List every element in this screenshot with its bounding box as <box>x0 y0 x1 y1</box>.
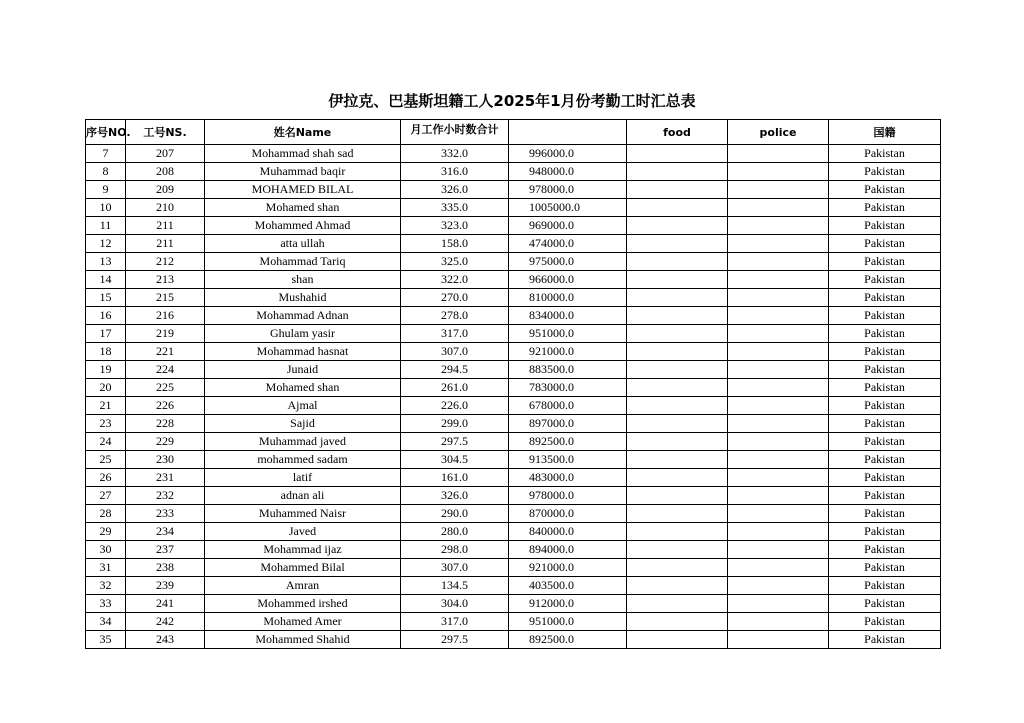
cell-nationality: Pakistan <box>829 307 941 325</box>
cell-nationality: Pakistan <box>829 559 941 577</box>
cell-police <box>728 487 829 505</box>
cell-name: Mohammad Adnan <box>205 307 401 325</box>
table-header-row <box>86 120 941 145</box>
table-row <box>86 595 941 613</box>
cell-nationality: Pakistan <box>829 325 941 343</box>
cell-ns: 207 <box>126 145 205 163</box>
cell-police <box>728 379 829 397</box>
cell-no: 8 <box>86 163 126 181</box>
cell-name: Junaid <box>205 361 401 379</box>
cell-food <box>627 181 728 199</box>
cell-no: 20 <box>86 379 126 397</box>
cell-name: Mohammed Bilal <box>205 559 401 577</box>
header-nationality: 国籍 <box>829 120 941 145</box>
table-row <box>86 613 941 631</box>
cell-nationality: Pakistan <box>829 145 941 163</box>
cell-ns: 208 <box>126 163 205 181</box>
cell-amount: 921000.0 <box>509 559 627 577</box>
cell-nationality: Pakistan <box>829 379 941 397</box>
cell-food <box>627 343 728 361</box>
cell-amount: 951000.0 <box>509 325 627 343</box>
cell-amount: 892500.0 <box>509 433 627 451</box>
cell-nationality: Pakistan <box>829 433 941 451</box>
table-row <box>86 433 941 451</box>
table-row <box>86 451 941 469</box>
cell-no: 24 <box>86 433 126 451</box>
cell-nationality: Pakistan <box>829 181 941 199</box>
cell-nationality: Pakistan <box>829 199 941 217</box>
cell-no: 13 <box>86 253 126 271</box>
cell-police <box>728 595 829 613</box>
cell-hours: 161.0 <box>401 469 509 487</box>
cell-police <box>728 343 829 361</box>
cell-name: Mushahid <box>205 289 401 307</box>
cell-ns: 233 <box>126 505 205 523</box>
cell-name: latif <box>205 469 401 487</box>
cell-name: atta ullah <box>205 235 401 253</box>
cell-amount: 966000.0 <box>509 271 627 289</box>
cell-food <box>627 361 728 379</box>
cell-food <box>627 487 728 505</box>
cell-hours: 134.5 <box>401 577 509 595</box>
cell-police <box>728 559 829 577</box>
cell-nationality: Pakistan <box>829 541 941 559</box>
cell-ns: 216 <box>126 307 205 325</box>
cell-ns: 239 <box>126 577 205 595</box>
cell-name: adnan ali <box>205 487 401 505</box>
cell-nationality: Pakistan <box>829 163 941 181</box>
cell-amount: 921000.0 <box>509 343 627 361</box>
table-row <box>86 397 941 415</box>
cell-ns: 241 <box>126 595 205 613</box>
table-row <box>86 181 941 199</box>
cell-ns: 231 <box>126 469 205 487</box>
cell-no: 15 <box>86 289 126 307</box>
cell-amount: 951000.0 <box>509 613 627 631</box>
table-row <box>86 343 941 361</box>
cell-ns: 210 <box>126 199 205 217</box>
cell-hours: 317.0 <box>401 613 509 631</box>
cell-nationality: Pakistan <box>829 271 941 289</box>
cell-no: 28 <box>86 505 126 523</box>
cell-hours: 326.0 <box>401 487 509 505</box>
cell-name: Muhammad baqir <box>205 163 401 181</box>
cell-food <box>627 559 728 577</box>
cell-food <box>627 595 728 613</box>
cell-ns: 237 <box>126 541 205 559</box>
table-row <box>86 289 941 307</box>
cell-amount: 897000.0 <box>509 415 627 433</box>
cell-nationality: Pakistan <box>829 631 941 649</box>
header-hours: 月工作小时数合计 <box>401 120 509 145</box>
cell-police <box>728 451 829 469</box>
cell-nationality: Pakistan <box>829 487 941 505</box>
cell-amount: 783000.0 <box>509 379 627 397</box>
cell-nationality: Pakistan <box>829 397 941 415</box>
table-row <box>86 271 941 289</box>
cell-name: Mohammad shah sad <box>205 145 401 163</box>
table-row <box>86 199 941 217</box>
cell-name: mohammed sadam <box>205 451 401 469</box>
cell-name: Mohammad Tariq <box>205 253 401 271</box>
cell-nationality: Pakistan <box>829 595 941 613</box>
cell-food <box>627 469 728 487</box>
cell-ns: 234 <box>126 523 205 541</box>
cell-police <box>728 505 829 523</box>
cell-no: 26 <box>86 469 126 487</box>
header-amount <box>509 120 627 145</box>
cell-food <box>627 415 728 433</box>
cell-hours: 323.0 <box>401 217 509 235</box>
cell-food <box>627 325 728 343</box>
cell-police <box>728 181 829 199</box>
cell-food <box>627 541 728 559</box>
cell-amount: 678000.0 <box>509 397 627 415</box>
cell-police <box>728 163 829 181</box>
cell-ns: 224 <box>126 361 205 379</box>
cell-hours: 307.0 <box>401 559 509 577</box>
cell-hours: 326.0 <box>401 181 509 199</box>
table-row <box>86 487 941 505</box>
table-row <box>86 631 941 649</box>
cell-police <box>728 235 829 253</box>
cell-police <box>728 361 829 379</box>
cell-nationality: Pakistan <box>829 343 941 361</box>
cell-food <box>627 631 728 649</box>
cell-ns: 229 <box>126 433 205 451</box>
cell-police <box>728 271 829 289</box>
cell-amount: 996000.0 <box>509 145 627 163</box>
cell-food <box>627 235 728 253</box>
cell-hours: 294.5 <box>401 361 509 379</box>
cell-amount: 483000.0 <box>509 469 627 487</box>
cell-food <box>627 307 728 325</box>
cell-hours: 335.0 <box>401 199 509 217</box>
cell-no: 32 <box>86 577 126 595</box>
cell-nationality: Pakistan <box>829 289 941 307</box>
cell-ns: 219 <box>126 325 205 343</box>
cell-police <box>728 253 829 271</box>
cell-no: 14 <box>86 271 126 289</box>
cell-ns: 225 <box>126 379 205 397</box>
cell-police <box>728 199 829 217</box>
cell-no: 18 <box>86 343 126 361</box>
cell-nationality: Pakistan <box>829 361 941 379</box>
cell-police <box>728 613 829 631</box>
header-ns: 工号NS. <box>126 120 205 145</box>
cell-police <box>728 145 829 163</box>
cell-amount: 892500.0 <box>509 631 627 649</box>
header-police: police <box>728 120 829 145</box>
cell-police <box>728 631 829 649</box>
cell-nationality: Pakistan <box>829 451 941 469</box>
cell-food <box>627 451 728 469</box>
cell-hours: 299.0 <box>401 415 509 433</box>
cell-name: Mohamed shan <box>205 199 401 217</box>
cell-hours: 280.0 <box>401 523 509 541</box>
cell-amount: 975000.0 <box>509 253 627 271</box>
cell-ns: 209 <box>126 181 205 199</box>
header-no: 序号NO. <box>86 120 126 145</box>
cell-food <box>627 253 728 271</box>
cell-name: Amran <box>205 577 401 595</box>
cell-amount: 810000.0 <box>509 289 627 307</box>
cell-ns: 211 <box>126 217 205 235</box>
cell-police <box>728 523 829 541</box>
cell-hours: 317.0 <box>401 325 509 343</box>
cell-hours: 270.0 <box>401 289 509 307</box>
cell-nationality: Pakistan <box>829 523 941 541</box>
cell-hours: 297.5 <box>401 433 509 451</box>
cell-name: Sajid <box>205 415 401 433</box>
cell-name: Ghulam yasir <box>205 325 401 343</box>
header-food: food <box>627 120 728 145</box>
cell-hours: 298.0 <box>401 541 509 559</box>
cell-no: 29 <box>86 523 126 541</box>
cell-ns: 213 <box>126 271 205 289</box>
cell-hours: 316.0 <box>401 163 509 181</box>
cell-ns: 212 <box>126 253 205 271</box>
cell-ns: 215 <box>126 289 205 307</box>
table-row <box>86 163 941 181</box>
cell-ns: 221 <box>126 343 205 361</box>
cell-ns: 238 <box>126 559 205 577</box>
cell-no: 33 <box>86 595 126 613</box>
cell-food <box>627 505 728 523</box>
cell-food <box>627 163 728 181</box>
cell-ns: 211 <box>126 235 205 253</box>
cell-name: shan <box>205 271 401 289</box>
cell-hours: 304.0 <box>401 595 509 613</box>
cell-name: Mohamed Amer <box>205 613 401 631</box>
cell-food <box>627 433 728 451</box>
cell-nationality: Pakistan <box>829 505 941 523</box>
cell-no: 11 <box>86 217 126 235</box>
cell-no: 34 <box>86 613 126 631</box>
cell-name: Javed <box>205 523 401 541</box>
cell-amount: 883500.0 <box>509 361 627 379</box>
cell-no: 23 <box>86 415 126 433</box>
cell-hours: 278.0 <box>401 307 509 325</box>
cell-name: Muhammed Naisr <box>205 505 401 523</box>
cell-name: Ajmal <box>205 397 401 415</box>
table-row <box>86 415 941 433</box>
cell-hours: 304.5 <box>401 451 509 469</box>
cell-no: 30 <box>86 541 126 559</box>
table-row <box>86 523 941 541</box>
cell-name: Mohammad hasnat <box>205 343 401 361</box>
cell-nationality: Pakistan <box>829 415 941 433</box>
cell-name: Mohamed shan <box>205 379 401 397</box>
cell-food <box>627 397 728 415</box>
cell-no: 31 <box>86 559 126 577</box>
cell-police <box>728 415 829 433</box>
cell-amount: 870000.0 <box>509 505 627 523</box>
cell-hours: 290.0 <box>401 505 509 523</box>
table-row <box>86 361 941 379</box>
cell-food <box>627 217 728 235</box>
cell-amount: 834000.0 <box>509 307 627 325</box>
cell-no: 12 <box>86 235 126 253</box>
cell-ns: 230 <box>126 451 205 469</box>
cell-hours: 332.0 <box>401 145 509 163</box>
cell-police <box>728 217 829 235</box>
table-row <box>86 325 941 343</box>
cell-food <box>627 271 728 289</box>
table-row <box>86 505 941 523</box>
cell-no: 9 <box>86 181 126 199</box>
table-body <box>86 145 941 649</box>
cell-name: Muhammad javed <box>205 433 401 451</box>
cell-hours: 261.0 <box>401 379 509 397</box>
cell-name: Mohammad ijaz <box>205 541 401 559</box>
cell-amount: 978000.0 <box>509 487 627 505</box>
cell-food <box>627 379 728 397</box>
cell-amount: 978000.0 <box>509 181 627 199</box>
table-row <box>86 253 941 271</box>
cell-name: MOHAMED BILAL <box>205 181 401 199</box>
cell-police <box>728 289 829 307</box>
cell-amount: 474000.0 <box>509 235 627 253</box>
cell-nationality: Pakistan <box>829 235 941 253</box>
cell-no: 35 <box>86 631 126 649</box>
cell-police <box>728 433 829 451</box>
cell-nationality: Pakistan <box>829 469 941 487</box>
cell-nationality: Pakistan <box>829 577 941 595</box>
cell-nationality: Pakistan <box>829 253 941 271</box>
cell-hours: 325.0 <box>401 253 509 271</box>
cell-amount: 913500.0 <box>509 451 627 469</box>
cell-ns: 226 <box>126 397 205 415</box>
cell-no: 10 <box>86 199 126 217</box>
cell-no: 25 <box>86 451 126 469</box>
cell-food <box>627 199 728 217</box>
cell-no: 7 <box>86 145 126 163</box>
table-row <box>86 307 941 325</box>
cell-food <box>627 523 728 541</box>
cell-no: 27 <box>86 487 126 505</box>
document-title: 伊拉克、巴基斯坦籍工人2025年1月份考勤工时汇总表 <box>328 92 696 110</box>
cell-amount: 948000.0 <box>509 163 627 181</box>
cell-ns: 232 <box>126 487 205 505</box>
table-row <box>86 541 941 559</box>
table-row <box>86 235 941 253</box>
cell-police <box>728 397 829 415</box>
table-row <box>86 469 941 487</box>
table-row <box>86 379 941 397</box>
cell-amount: 912000.0 <box>509 595 627 613</box>
cell-amount: 1005000.0 <box>509 199 627 217</box>
cell-police <box>728 325 829 343</box>
cell-food <box>627 613 728 631</box>
cell-police <box>728 541 829 559</box>
attendance-table <box>85 119 941 649</box>
cell-hours: 158.0 <box>401 235 509 253</box>
cell-name: Mohammed irshed <box>205 595 401 613</box>
cell-police <box>728 307 829 325</box>
cell-hours: 307.0 <box>401 343 509 361</box>
cell-police <box>728 469 829 487</box>
cell-amount: 894000.0 <box>509 541 627 559</box>
cell-no: 17 <box>86 325 126 343</box>
cell-nationality: Pakistan <box>829 613 941 631</box>
cell-food <box>627 145 728 163</box>
cell-food <box>627 577 728 595</box>
cell-amount: 969000.0 <box>509 217 627 235</box>
table-row <box>86 145 941 163</box>
cell-nationality: Pakistan <box>829 217 941 235</box>
cell-no: 19 <box>86 361 126 379</box>
table-row <box>86 559 941 577</box>
cell-food <box>627 289 728 307</box>
cell-police <box>728 577 829 595</box>
cell-name: Mohammed Ahmad <box>205 217 401 235</box>
cell-no: 16 <box>86 307 126 325</box>
table-row <box>86 577 941 595</box>
cell-no: 21 <box>86 397 126 415</box>
cell-hours: 297.5 <box>401 631 509 649</box>
cell-ns: 228 <box>126 415 205 433</box>
cell-amount: 840000.0 <box>509 523 627 541</box>
cell-hours: 226.0 <box>401 397 509 415</box>
cell-hours: 322.0 <box>401 271 509 289</box>
cell-name: Mohammed Shahid <box>205 631 401 649</box>
cell-ns: 242 <box>126 613 205 631</box>
cell-ns: 243 <box>126 631 205 649</box>
table-row <box>86 217 941 235</box>
cell-amount: 403500.0 <box>509 577 627 595</box>
header-name: 姓名Name <box>205 120 401 145</box>
